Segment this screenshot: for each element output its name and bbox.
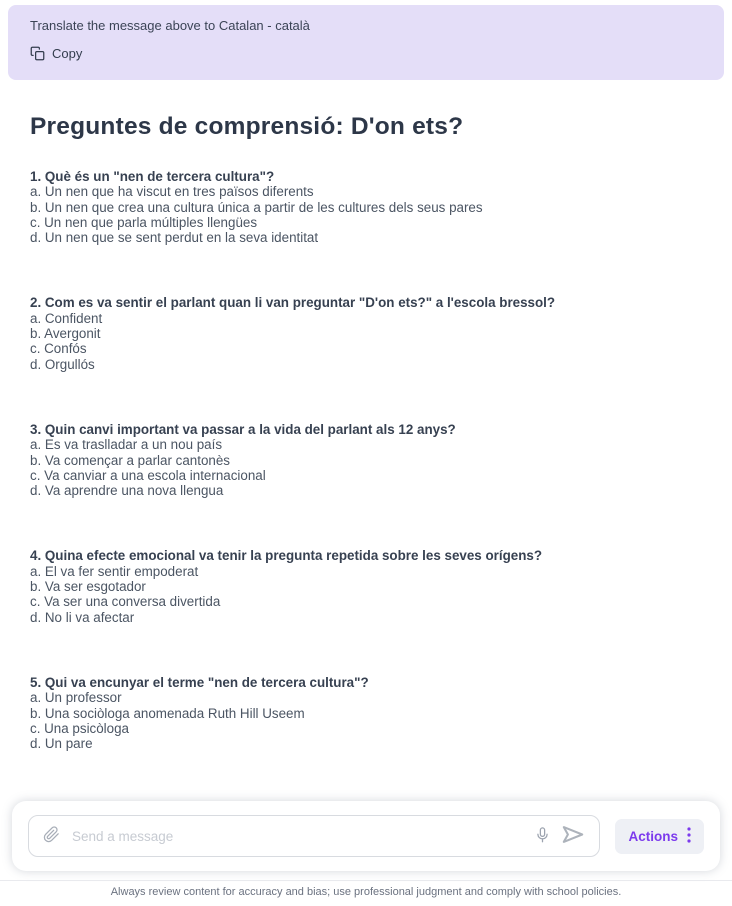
question-block-1 (30, 169, 702, 245)
microphone-icon (534, 825, 551, 848)
question-option: b. Va començar a parlar cantonès (30, 452, 230, 468)
question-block-3 (30, 422, 702, 498)
page-title: Preguntes de comprensió: D'on ets? (30, 113, 464, 140)
copy-icon (30, 46, 45, 61)
question-option: a. El va fer sentir empoderat (30, 563, 199, 579)
question-block-4 (30, 548, 702, 624)
question-option: c. Va ser una conversa divertida (30, 594, 221, 610)
question-option: d. Orgullós (30, 356, 95, 372)
question-option: c. Va canviar a una escola internacional (30, 467, 266, 483)
question-block-2 (30, 295, 702, 371)
question-option: a. Un nen que ha viscut en tres països diferents (30, 184, 314, 200)
user-prompt-text: Translate the message above to Catalan - català (30, 18, 310, 33)
send-button[interactable] (561, 825, 585, 847)
question-option: d. Un nen que se sent perdut en la seva identitat (30, 230, 319, 246)
prompt-banner (8, 5, 724, 80)
question-option: c. Confós (30, 341, 87, 357)
message-input-container[interactable] (28, 815, 600, 857)
message-composer (12, 801, 720, 871)
copy-button[interactable] (30, 46, 82, 61)
actions-button[interactable] (615, 819, 704, 854)
question-option: a. Confident (30, 310, 103, 326)
attach-file-button[interactable] (43, 825, 60, 847)
send-message-input[interactable] (70, 828, 524, 845)
send-icon (561, 825, 585, 847)
question-option: c. Un nen que parla múltiples llengües (30, 214, 258, 230)
actions-button-label: Actions (628, 828, 678, 844)
question-title: 1. Què és un "nen de tercera cultura"? (30, 169, 275, 184)
question-option: a. Un professor (30, 690, 122, 706)
microphone-button[interactable] (534, 825, 551, 848)
question-block-5 (30, 675, 702, 751)
question-option: d. No li va afectar (30, 609, 135, 625)
paperclip-icon (43, 825, 60, 847)
question-option: b. Va ser esgotador (30, 579, 146, 595)
copy-button-label: Copy (52, 46, 83, 61)
question-option: b. Avergonit (30, 326, 101, 342)
question-title: 5. Qui va encunyar el terme "nen de tercera cultura"? (30, 674, 369, 690)
question-title: 4. Quina efecte emocional va tenir la pregunta repetida sobre les seves orígens? (30, 548, 543, 564)
question-option: c. Una psicòloga (30, 720, 129, 736)
question-option: d. Va aprendre una nova llengua (30, 483, 224, 499)
assistant-message (0, 113, 732, 751)
question-option: b. Un nen que crea una cultura única a partir de les cultures dels seus pares (30, 199, 483, 215)
question-option: b. Una sociòloga anomenada Ruth Hill Useem (30, 705, 305, 721)
question-option: d. Un pare (30, 736, 93, 752)
question-title: 2. Com es va sentir el parlant quan li van preguntar "D'on ets?" a l'escola bressol? (30, 295, 556, 311)
kebab-menu-icon (687, 827, 691, 846)
question-title: 3. Quin canvi important va passar a la vida del parlant als 12 anys? (30, 421, 456, 437)
question-option: a. Es va traslladar a un nou país (30, 437, 223, 453)
disclaimer-text: Always review content for accuracy and bias; use professional judgment and comply with school policies. (110, 886, 622, 899)
